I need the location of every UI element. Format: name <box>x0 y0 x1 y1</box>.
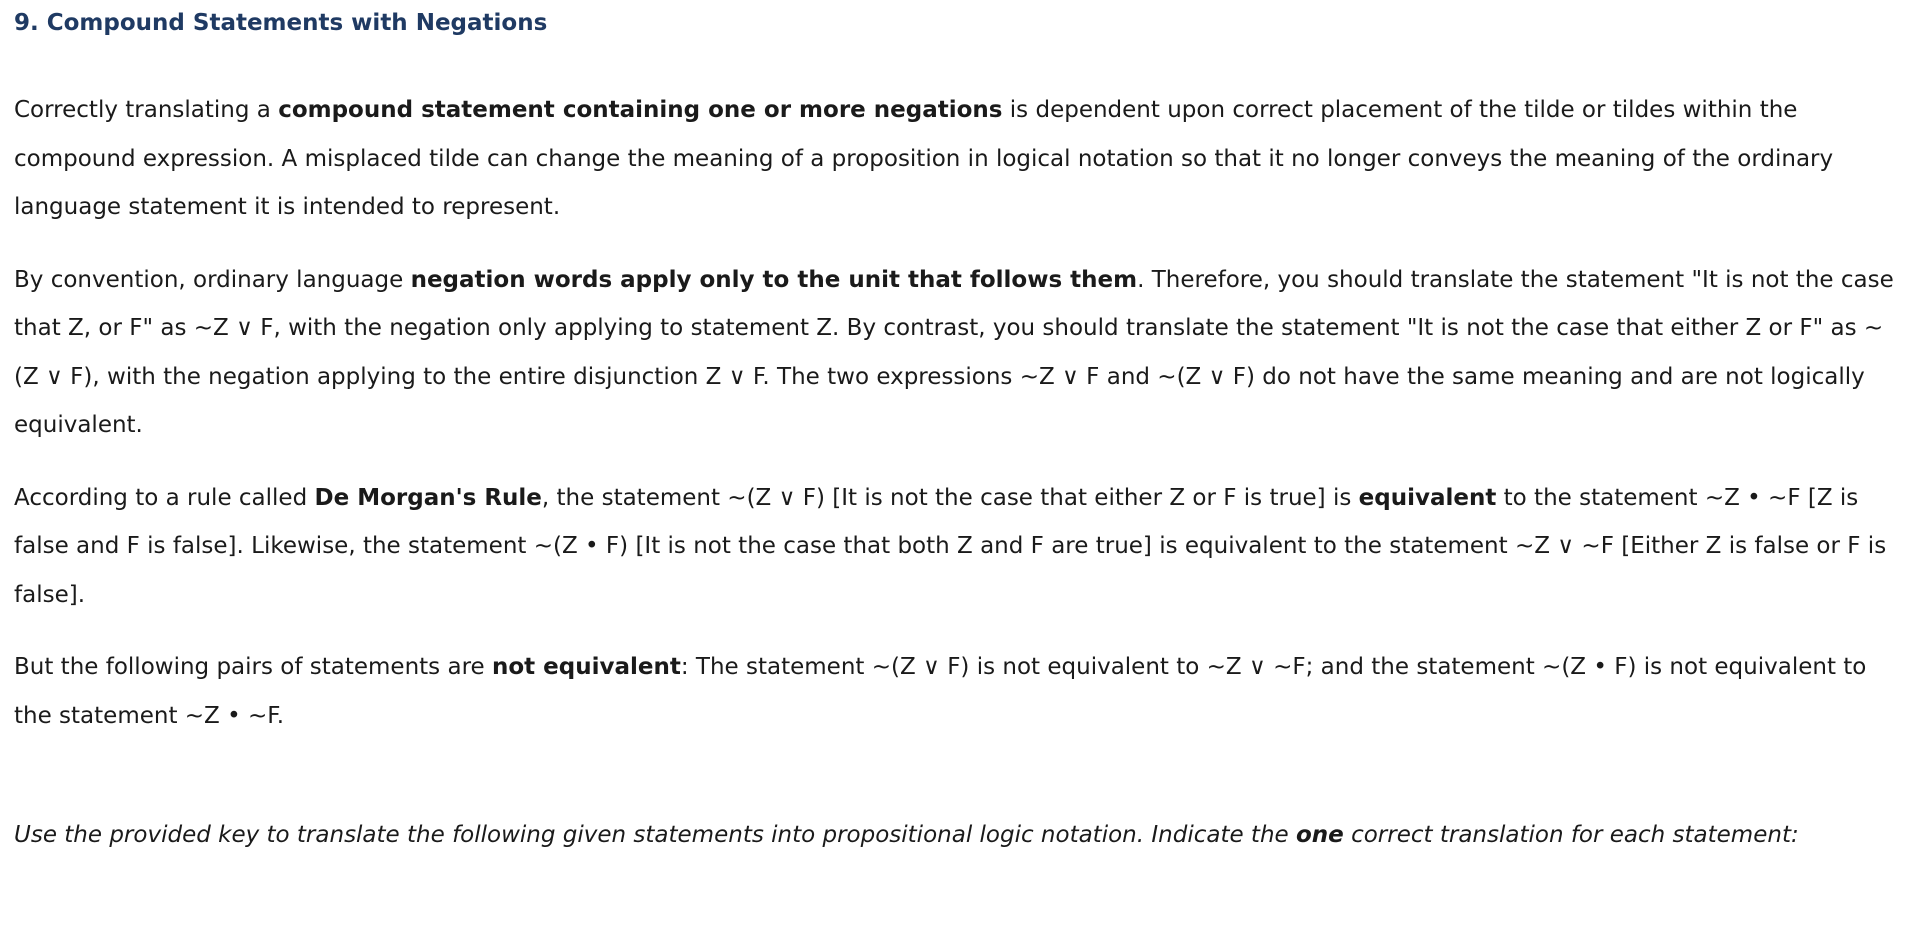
p3-text-3: to the statement ~Z • ~F [Z is false and F is false]. Likewise, the statement ~(Z • F) [It is not the case that both Z and F are true] is equivalent to the statement ~Z ∨ ~F [Either Z is false or F is false]. <box>14 484 1887 608</box>
section-heading: 9. Compound Statements with Negations <box>14 10 548 36</box>
p1-text-1: Correctly translating a <box>14 97 279 123</box>
p2-text-1: By convention, ordinary language <box>14 266 411 293</box>
p3-text-2: , the statement ~(Z ∨ F) [It is not the case that either Z or F is true] is <box>541 484 1359 511</box>
instructions-text-2: correct translation for each statement: <box>1343 822 1799 848</box>
lesson-content <box>14 0 1894 860</box>
exercise-instructions <box>14 811 1894 860</box>
p3-bold-2: equivalent <box>1358 484 1497 511</box>
instructions-bold-1: one <box>1296 822 1344 848</box>
p4-text-1: But the following pairs of statements are <box>14 654 492 680</box>
p3-bold-1: De Morgan's Rule <box>314 484 542 511</box>
paragraph-compound-negations <box>14 86 1894 232</box>
paragraph-de-morgans-rule <box>14 474 1894 620</box>
paragraph-not-equivalent <box>14 643 1894 740</box>
instructions-text-1: Use the provided key to translate the following given statements into propositional logic notation. Indicate the <box>14 822 1296 848</box>
paragraph-negation-convention <box>14 256 1894 450</box>
p2-bold-1: negation words apply only to the unit that follows them <box>410 266 1138 293</box>
p4-text-2: : The statement ~(Z ∨ F) is not equivalent to ~Z ∨ ~F; and the statement ~(Z • F) is not equivalent to the statement ~Z • ~F. <box>14 654 1867 729</box>
p3-text-1: According to a rule called <box>14 484 315 511</box>
p1-bold-1: compound statement containing one or more negations <box>278 97 1003 123</box>
p4-bold-1: not equivalent <box>491 654 681 680</box>
p1-text-2: is dependent upon correct placement of the tilde or tildes within the compound expression. A misplaced tilde can change the meaning of a proposition in logical notation so that it no longer conveys the meaning of the ordinary language statement it is intended to represent. <box>14 97 1834 220</box>
p2-text-2: . Therefore, you should translate the statement "It is not the case that Z, or F" as ~Z ∨ F, with the negation only applying to statement Z. By contrast, you should translate the statement "It is not the case that either Z or F" as ~(Z ∨ F), with the negation applying to the entire disjunction Z ∨ F. The two expressions ~Z ∨ F and ~(Z ∨ F) do not have the same meaning and are not logically equivalent. <box>14 266 1894 438</box>
